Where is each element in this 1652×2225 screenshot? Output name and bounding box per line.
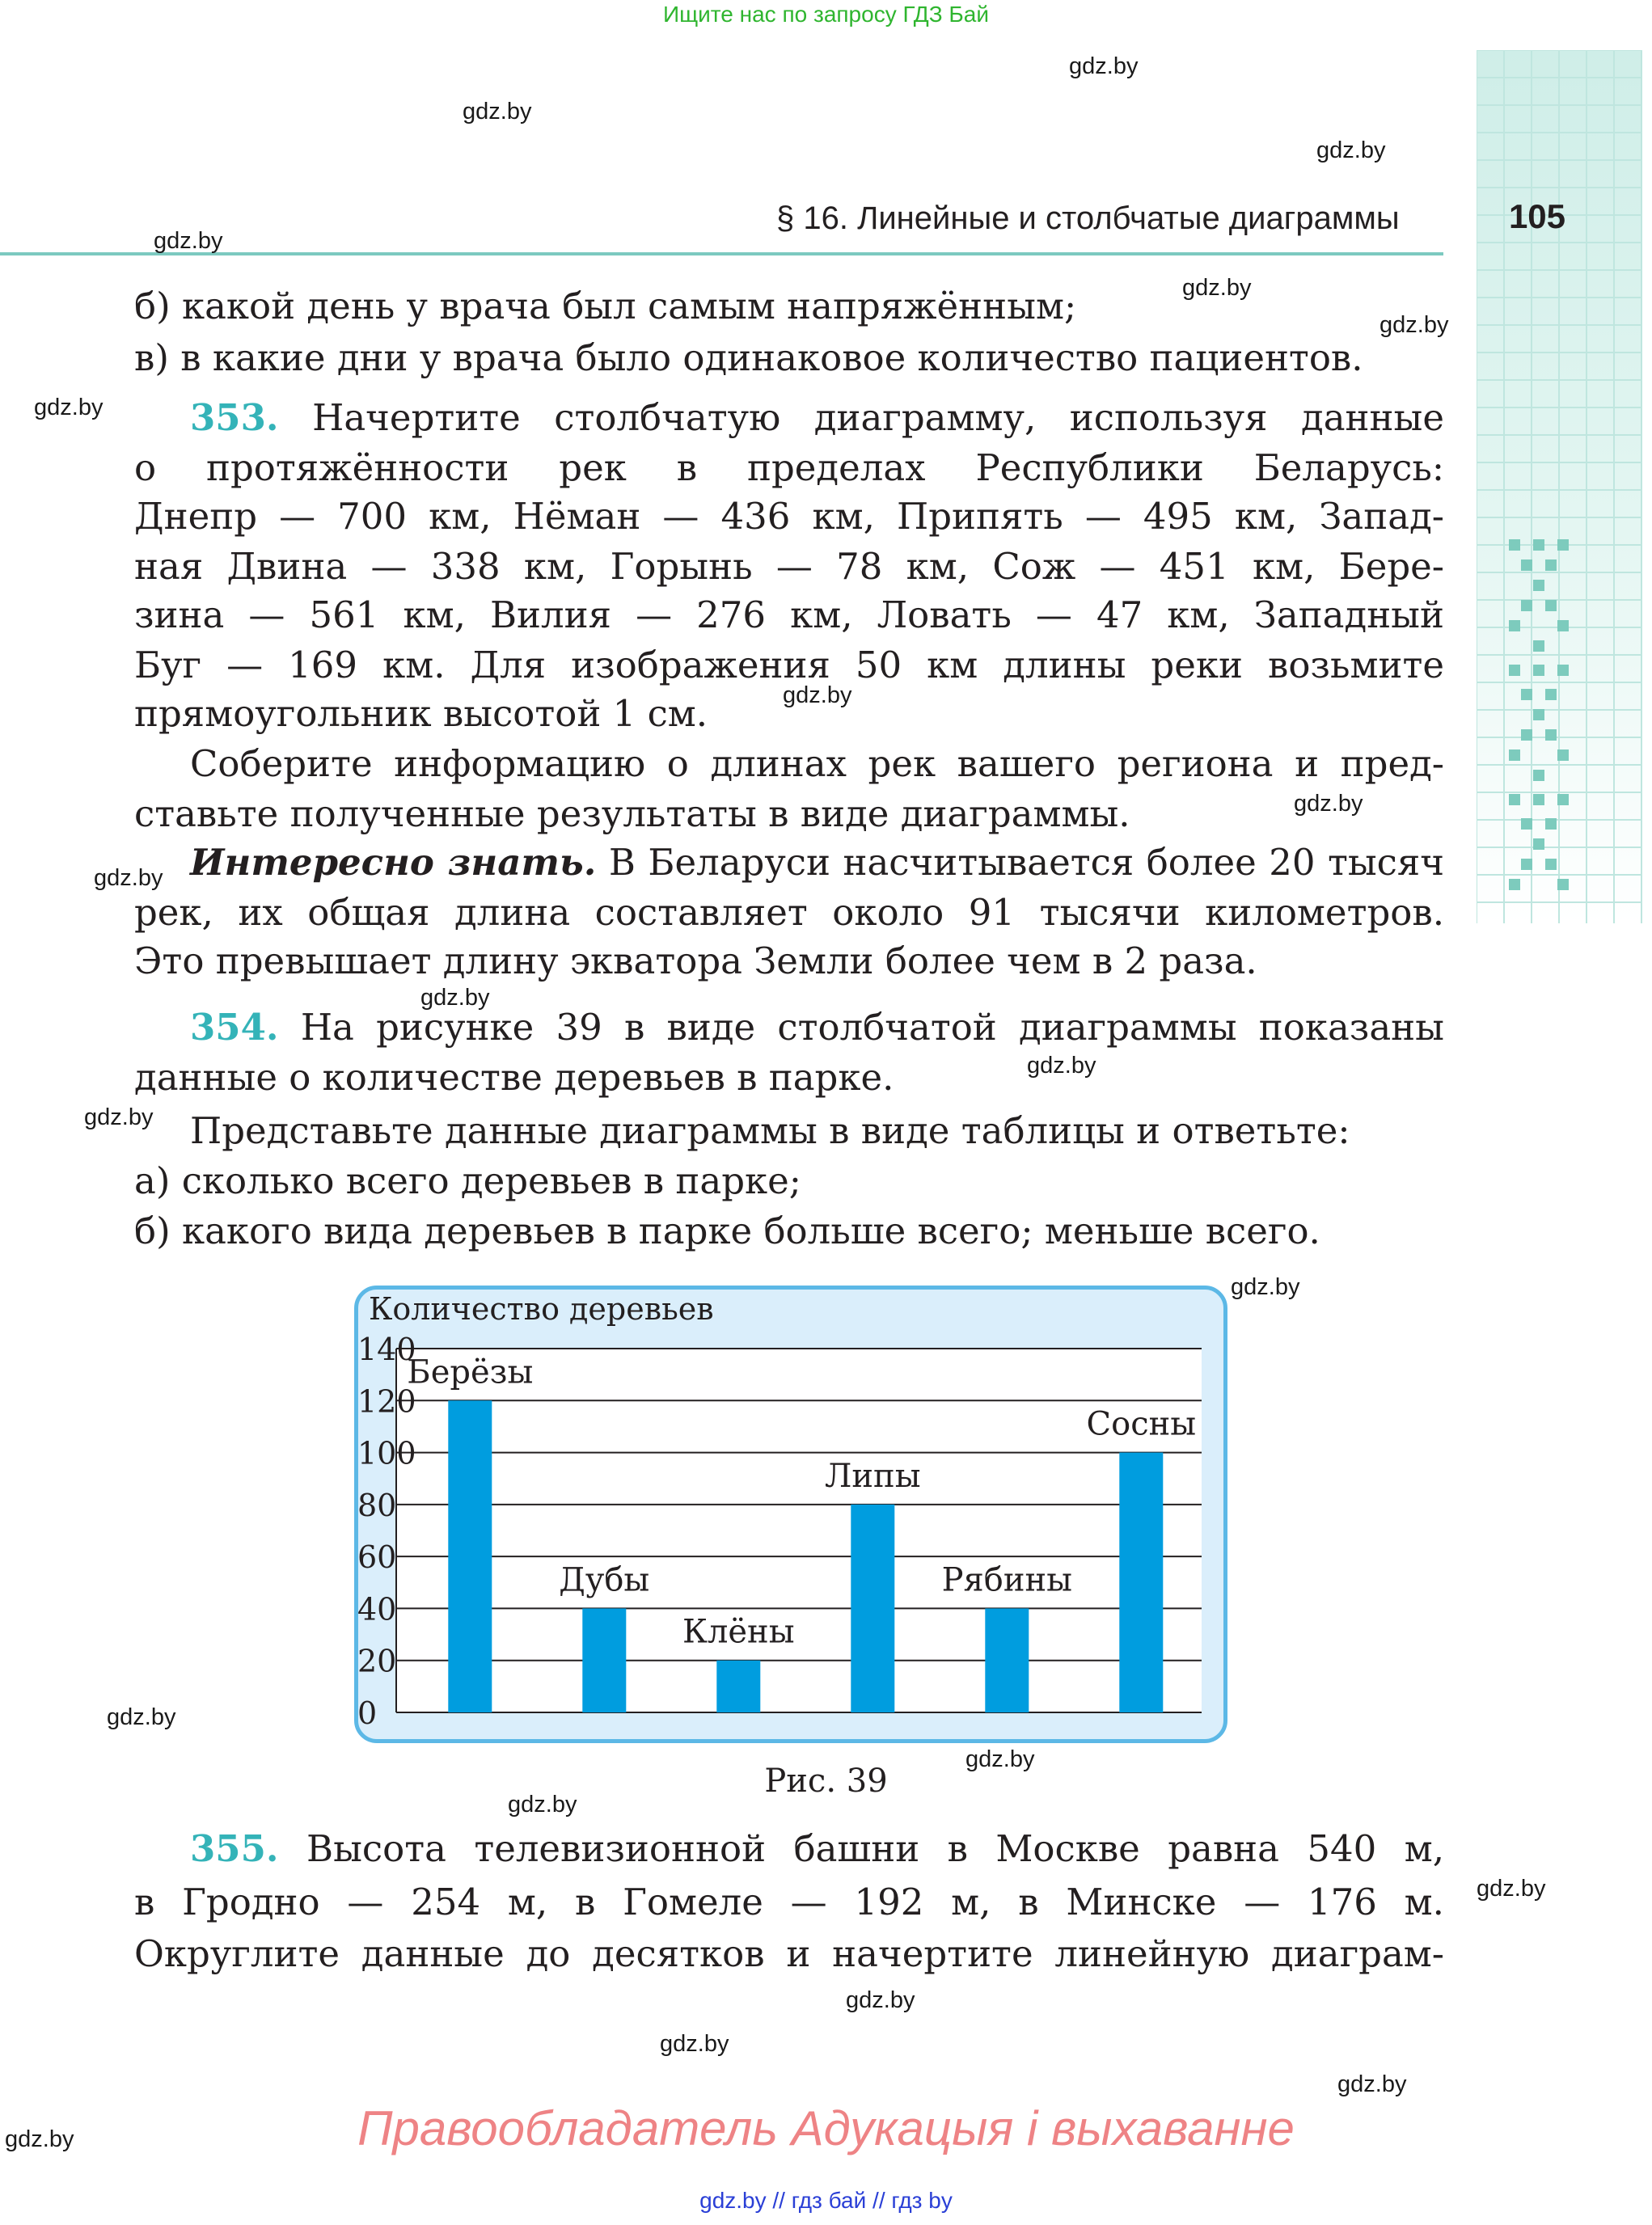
text-line: Начертите столбчатую диаграмму, используя данные	[312, 396, 1444, 439]
chart-title: Количество деревьев	[369, 1291, 714, 1327]
watermark: gdz.by	[1027, 1053, 1096, 1079]
y-tick-label: 20	[357, 1643, 397, 1679]
exercise-number: 353.	[190, 396, 279, 439]
figure-caption: Рис. 39	[764, 1763, 888, 1800]
watermark: gdz.by	[463, 99, 532, 125]
text-line: а) сколько всего деревьев в парке;	[134, 1159, 801, 1202]
text-line: Соберите информацию о длинах рек вашего региона и пред-	[190, 742, 1444, 785]
watermark: gdz.by	[107, 1704, 176, 1730]
section-title: § 16. Линейные и столбчатые диаграммы	[776, 201, 1400, 236]
watermark: gdz.by	[1379, 312, 1449, 338]
text-line: рек, их общая длина составляет около 91 тысячи километров.	[134, 891, 1444, 934]
watermark: gdz.by	[420, 985, 490, 1011]
text-line: о протяжённости рек в пределах Республики Беларусь:	[134, 446, 1444, 489]
bar	[716, 1661, 760, 1712]
y-tick-label: 40	[357, 1591, 397, 1628]
watermark: gdz.by	[1069, 53, 1139, 79]
top-search-banner: Ищите нас по запросу ГДЗ Бай	[662, 2, 990, 27]
exercise-number: 355.	[190, 1827, 279, 1870]
tree-count-bar-chart	[354, 1286, 1227, 1743]
copyright-owner: Правообладатель Адукацыя і выхаванне	[357, 2101, 1295, 2155]
text-line: ставьте полученные результаты в виде диаграммы.	[134, 792, 1130, 835]
watermark: gdz.by	[1477, 1876, 1546, 1902]
bar-category-label: Липы	[825, 1457, 921, 1495]
page-number: 105	[1508, 197, 1566, 235]
watermark: gdz.by	[1316, 137, 1386, 163]
bar	[582, 1608, 626, 1712]
exercise-355-line	[190, 1824, 1444, 1873]
plot-area	[396, 1349, 1202, 1712]
exercise-353-line	[190, 393, 1444, 442]
text-line: данные о количестве деревьев в парке.	[134, 1056, 894, 1099]
y-tick-label: 100	[357, 1435, 416, 1471]
text-line: Это превышает длину экватора Земли более чем в 2 раза.	[134, 939, 1257, 982]
text-line: ная Двина — 338 км, Горынь — 78 км, Сож — 451 км, Бере-	[134, 545, 1444, 588]
text-line: б) какой день у врача был самым напряжённым;	[134, 285, 1077, 327]
text-line: На рисунке 39 в виде столбчатой диаграммы показаны	[300, 1006, 1444, 1049]
bar	[1119, 1453, 1163, 1712]
watermark: gdz.by	[1294, 791, 1363, 817]
text-line: Буг — 169 км. Для изображения 50 км длины реки возьмите	[134, 644, 1444, 686]
bar	[851, 1505, 894, 1712]
bar	[985, 1608, 1029, 1712]
bar-category-label: Дубы	[559, 1561, 650, 1599]
text-line: Высота телевизионной башни в Москве равна 540 м,	[306, 1827, 1444, 1870]
watermark: gdz.by	[1182, 275, 1252, 301]
text-line: в Гродно — 254 м, в Гомеле — 192 м, в Минске — 176 м.	[134, 1881, 1444, 1923]
interesting-label: Интересно знать.	[190, 841, 597, 884]
watermark: gdz.by	[1231, 1274, 1300, 1300]
bar-category-label: Рябины	[941, 1561, 1072, 1599]
watermark: gdz.by	[154, 228, 223, 254]
bar-category-label: Сосны	[1086, 1405, 1197, 1443]
watermark: gdz.by	[84, 1104, 154, 1130]
y-tick-label: 0	[357, 1695, 378, 1731]
interesting-fact-line	[190, 838, 1444, 887]
y-tick-label: 60	[357, 1539, 397, 1576]
text-line: б) какого вида деревьев в парке больше всего; меньше всего.	[134, 1210, 1320, 1252]
footer-links[interactable]: gdz.by // гдз бай // гдз by	[699, 2188, 953, 2213]
text-line: в) в какие дни у врача было одинаковое количество пациентов.	[134, 336, 1363, 379]
watermark: gdz.by	[1337, 2071, 1407, 2097]
decorative-side-band	[1477, 50, 1642, 923]
text-line: Представьте данные диаграммы в виде таблицы и ответьте:	[190, 1109, 1350, 1152]
watermark: gdz.by	[94, 865, 163, 891]
watermark: gdz.by	[5, 2126, 74, 2152]
text-line: зина — 561 км, Вилия — 276 км, Ловать — 47 км, Западный	[134, 593, 1444, 636]
bar-category-label: Берёзы	[407, 1353, 534, 1391]
watermark: gdz.by	[660, 2031, 729, 2057]
exercise-number: 354.	[190, 1006, 279, 1049]
watermark: gdz.by	[34, 395, 104, 420]
watermark: gdz.by	[965, 1746, 1035, 1772]
bar-category-label: Клёны	[682, 1613, 795, 1651]
y-tick-label: 80	[357, 1487, 397, 1523]
watermark: gdz.by	[508, 1792, 577, 1818]
text-line: Округлите данные до десятков и начертите линейную диаграм-	[134, 1932, 1444, 1975]
bar	[448, 1400, 492, 1712]
text-line: Днепр — 700 км, Нёман — 436 км, Припять — 495 км, Запад-	[134, 495, 1444, 538]
watermark: gdz.by	[783, 682, 852, 708]
text-line: В Беларуси насчитывается более 20 тысяч	[608, 841, 1444, 884]
watermark: gdz.by	[846, 1987, 915, 2013]
text-line: прямоугольник высотой 1 см.	[134, 692, 708, 735]
y-tick-label: 120	[357, 1383, 416, 1420]
y-tick-label: 140	[357, 1332, 416, 1367]
exercise-354-line	[190, 1003, 1444, 1052]
